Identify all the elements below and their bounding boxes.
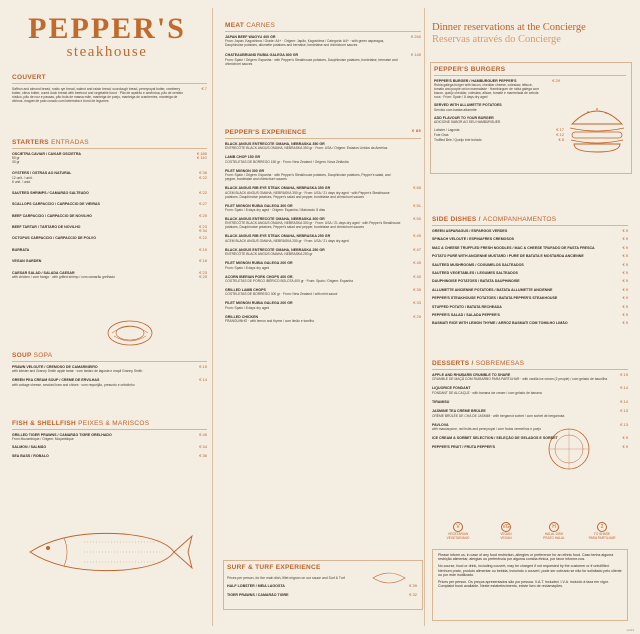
experience-list xyxy=(225,142,421,323)
soup-section xyxy=(12,352,207,392)
item-name: PEPPER'S SALAD / SALADA PEPPER'S xyxy=(432,313,500,318)
experience-section xyxy=(225,129,421,328)
addon-price: € 12 xyxy=(556,132,564,138)
diet-legend-item xyxy=(436,522,480,541)
reservations-pt: Reservas através do Concierge xyxy=(432,34,561,45)
addon-label: Lobster / Lagosta xyxy=(434,128,460,133)
soup-title: SOUP SOPA xyxy=(12,352,207,362)
item-name: SAUTÉED VEGETABLES / LEGUMES SALTEADOS xyxy=(432,271,518,276)
item-name: OYSTERS / OSTRAS AO NATURAL xyxy=(12,171,72,176)
oyster-illustration xyxy=(104,318,156,348)
item-name: MAC & CHEESE TRUFFLED FRESH NOODLES / MAC & CHEESE TRUFADO DE PASTA FRESCA xyxy=(432,245,595,250)
menu-item xyxy=(432,288,628,292)
brand-tagline: steakhouse xyxy=(66,44,148,60)
meat-list xyxy=(225,35,421,66)
item-price: € 14 xyxy=(620,398,628,404)
reservations-en: Dinner reservations at the Concierge xyxy=(432,22,586,33)
menu-item xyxy=(225,217,421,229)
meat-title: MEAT CARNES xyxy=(225,22,421,32)
item-price: € 29 xyxy=(413,313,421,319)
item-price: € 145 xyxy=(410,52,421,58)
addon-row xyxy=(434,138,564,142)
item-price: € 9 xyxy=(622,435,628,441)
item-name: OSCIETRA CAVIAR / CAVIAR OSCIETRA xyxy=(12,152,82,156)
item-desc: ENTRECÔTE BLACK ANGUS OMAHA, NEBRASKA 350 gr · From: USA / Origem: Estados Unidos da América xyxy=(225,146,388,151)
item-price: € 50 xyxy=(413,216,421,222)
page-number: v2/24 xyxy=(626,628,634,632)
item-name: CAESAR SALAD / SALADA CAESAR xyxy=(12,270,75,275)
item-name: DAUPHINOISE POTATOES / BATATA DAUPHINOISE xyxy=(432,279,520,284)
item-desc: ADICIONE SABOR AO SEU HAMBÚRGUER xyxy=(434,120,501,125)
diet-legend-item xyxy=(580,522,624,541)
couvert-section xyxy=(12,74,207,108)
diet-legend xyxy=(436,522,626,540)
diet-icon: VG xyxy=(502,524,510,530)
menu-item xyxy=(225,248,421,256)
item-name: SERVED WITH ALLUMETTE POTATOES xyxy=(434,103,502,108)
item-name: BLACK ANGUS ENTRECOTE OMAHA, NEBRASKA 250 GR xyxy=(225,247,325,252)
burgers-list xyxy=(434,79,560,124)
menu-item xyxy=(225,186,421,198)
column-left xyxy=(6,0,209,634)
diet-sublabel: VEGAN xyxy=(500,535,512,540)
item-desc: ENTRECÔTE BLACK ANGUS OMAHA, NEBRASKA 250 gr xyxy=(225,252,313,257)
starters-section xyxy=(12,139,207,286)
item-name: STUFFED POTATO / BATATA RECHEADA xyxy=(432,304,502,309)
item-price: € 9 xyxy=(622,295,628,301)
reservations-banner xyxy=(432,22,632,46)
info-charges: No course, food or drink, including couvert, may be charged if not requested by the customer or if unfulfilled. Nenhum prato, produto alimentar ou bebida, incluindo o couvert, pode ser cobrado se não for solicitado pelo cliente ou por este inutilizado. xyxy=(438,564,622,577)
item-price: € 25 xyxy=(199,212,207,218)
starters-title: STARTERS ENTRADAS xyxy=(12,139,207,149)
info-prices: Prices per person. Os preços apresentados são por pessoa. V.A.T. included. I.V.A. incluído à taxa em vigor. Complaint book available. Neste estabelecimento, existe livro de reclamações. xyxy=(438,580,609,589)
menu-item xyxy=(227,593,417,597)
desserts-list xyxy=(432,373,628,450)
item-line: 30 gr xyxy=(12,160,20,165)
menu-item xyxy=(432,321,628,325)
menu-item xyxy=(12,191,207,195)
item-name: ACORN IBERIAN PORK CHOPS 400 GR. xyxy=(225,274,294,279)
item-name: POTATO PURÉ WITH ANCIENNE MUSTARD / PURÉ DE BATATA E MOSTARDA ANCIENNE xyxy=(432,254,584,259)
burgers-title: PEPPER'S BURGERS xyxy=(434,66,626,76)
item-name: GRILLED CHICKEN xyxy=(225,314,259,319)
item-price: € 13 xyxy=(620,408,628,414)
item-desc: Servido com batata allumette xyxy=(434,107,477,112)
addon-label: Truffled Brie / Queijo brie trufado xyxy=(434,138,482,143)
diet-legend-item xyxy=(532,522,576,541)
item-price: € 23 € 34 xyxy=(199,224,207,234)
diet-sublabel: VEGETARIANO xyxy=(446,535,470,540)
item-name: SCALLOPS CARPACCIO / CARPACCIO DE VIEIRAS xyxy=(12,202,100,207)
item-desc: CRÈME BRÛLÉE DE CHÁ DE JASMIM · with bergamot sorbet / com sorbet de bergamota xyxy=(432,413,565,418)
item-desc: From: Spain / 8 days dry aged · Origem: Espanha / Maturado: 8 dias xyxy=(225,208,326,213)
item-name: SEA BASS / ROBALO xyxy=(12,453,49,458)
info-box xyxy=(432,549,628,621)
menu-item xyxy=(225,53,421,65)
menu-item xyxy=(432,279,628,283)
menu-item xyxy=(225,234,421,242)
item-price: € 32 xyxy=(409,591,417,597)
item-name: GREEN PEA CREAM SOUP / CREME DE ERVILHAS xyxy=(12,378,100,383)
item-price: € 9 xyxy=(622,312,628,318)
couvert-title: COUVERT xyxy=(12,74,207,84)
menu-item xyxy=(225,155,421,163)
item-price: € 15 xyxy=(199,364,207,369)
menu-item xyxy=(12,202,207,206)
item-price: € 19 xyxy=(620,372,628,377)
item-desc: with chicken / com frango · with grilled shrimp / com camarão grelhado xyxy=(12,275,115,280)
menu-item xyxy=(432,423,628,431)
menu-item xyxy=(225,261,421,269)
item-price: € 36 € 22 xyxy=(199,170,207,180)
item-name: SAUTÉED MUSHROOMS / COGUMELOS SALTEADOS xyxy=(432,262,524,267)
menu-item xyxy=(432,305,628,309)
item-line: 50 gr xyxy=(12,156,20,161)
fish-list xyxy=(12,433,207,458)
item-price: € 9 xyxy=(622,278,628,284)
item-desc: From: Japan, Kagoshima / Grade: A4+ · Origem: Japão, Kagoshima / Categoria: A4+ · with green asparagus, Dauphinoise potatoes, allumette potatoes and bernaise, bordelaise and chimichurri sauces xyxy=(225,39,385,48)
item-name: FILET MIGNON RUBIA GALEGA 300 GR xyxy=(225,203,293,208)
item-name: SAUTÉED SHRIMPS / CAMARÃO SALTEADO xyxy=(12,190,89,195)
menu-item xyxy=(432,254,628,258)
item-desc: From: Spain / 8 days dry aged xyxy=(225,265,270,270)
item-name: FILET MIGNON 300 GR xyxy=(225,168,265,173)
item-price: € 9 xyxy=(622,320,628,326)
desserts-section xyxy=(432,360,628,455)
item-price: € 29 xyxy=(552,78,560,83)
brand-name: PEPPER'S xyxy=(28,12,186,45)
menu-item xyxy=(432,237,628,241)
couvert-desc: Saffron and almond bread, rustic rye bread, walnut and raisin bread, sourdough bread, pennyroyal butter, cranberry butter, citrus butter, cured duck breast with beetroot and vegetable bond · Pão de açafrão e amêndoa, pão de centeio rústico, pão de noz e passas, pão bola de massa mãe, manteiga de poejo, manteiga de cranberries, manteiga de citrinos, magret de pato curado com beterraba e bond de legumes xyxy=(12,87,184,103)
menu-item xyxy=(434,116,560,124)
menu-item xyxy=(225,288,421,296)
menu-item xyxy=(225,169,421,181)
column-divider xyxy=(212,8,213,626)
menu-item xyxy=(225,315,421,323)
item-price: € 9 xyxy=(622,444,628,450)
item-price: € 22 xyxy=(199,235,207,241)
item-desc: From Mozambique / Origem: Moçambique xyxy=(12,437,74,442)
menu-item xyxy=(225,275,421,283)
item-desc: COSTELETAS DE BORREGO 150 gr · From: New Zealand / Origem: Nova Zelândia xyxy=(225,159,349,164)
tart-illustration xyxy=(544,424,594,474)
lobster-illustration xyxy=(369,566,409,588)
item-name: BLACK ANGUS RIB EYE STEAK OMAHA, NEBRASKA 250 GR xyxy=(225,234,331,239)
diet-label: VEGETARIAN xyxy=(447,532,469,536)
item-price: € 13 xyxy=(620,421,628,427)
item-price: € 9 xyxy=(622,236,628,242)
item-name: TIGER PRAWNS / CAMARÃO TIGRE xyxy=(227,592,289,597)
item-price: € 23 € 25 xyxy=(199,269,207,280)
item-desc: CRUMBLE DE MAÇÃ COM RUIBARBO PARA PARTILHAR · with vanilla ice cream (2 people) / com gelado de baunilha xyxy=(432,377,608,382)
item-price: € 14 xyxy=(199,377,207,383)
item-price: € 9 xyxy=(622,286,628,292)
burger-illustration xyxy=(566,100,628,156)
sides-section xyxy=(432,216,628,330)
item-name: ICE CREAM & SORBET SELECTION / SELEÇÃO DE GELADOS E SORBET xyxy=(432,436,558,441)
item-price: € 19 xyxy=(199,246,207,252)
item-price: € 9 xyxy=(622,270,628,276)
item-name: GREEN ASPARAGUS / ESPARGOS VERDES xyxy=(432,229,508,233)
item-name: ALLUMETTE ANCIENNE POTATOES / BATATA ALLUMETTE ANCIENNE xyxy=(432,287,553,292)
item-name: PRAWN VELOUTÉ / CREMOSO DE CAMARINEIRO xyxy=(12,365,98,369)
item-desc: From: Spain / Origem: Espanha · with Pepper's Steakhouse potatoes, Dauphinoise potatoes, bordelaise, bernaise and chimichurri sauces xyxy=(225,57,398,66)
item-price: € 35 xyxy=(413,287,421,293)
menu-item xyxy=(12,433,207,441)
surf-turf-note: Prices per person, for the main dish, fillet mignon on our sauce and Surf & Turf xyxy=(227,576,345,580)
item-desc: COSTELETAS DE PORCO IBÉRICO BOLOTA 400 gr · From: Spain / Origem: Espanha xyxy=(225,279,353,284)
item-name: JAPAN BEEF WAGYU 400 GR xyxy=(225,35,276,39)
item-desc: ACEM BLACK ANGUS OMAHA, NEBRASKA 350 gr · From: USA / 21 days dry aged · with Pepper's Steakhouse potatoes, Dauphinoise potatoes, Pepper's salad and pepper, bordelaise and chimichurri sauces xyxy=(225,190,390,199)
item-name: VEGAN GARDEN xyxy=(12,259,42,264)
addon-price: € 8 xyxy=(558,137,564,143)
salmon-illustration xyxy=(24,524,194,580)
item-price: € 47 xyxy=(413,246,421,252)
menu-item xyxy=(12,152,207,164)
item-name: LAMB CHOP 150 GR xyxy=(225,155,261,160)
item-price: € 65 xyxy=(413,185,421,191)
item-name: BURRATA xyxy=(12,247,30,252)
menu-item xyxy=(432,436,628,440)
item-name: TIRAMISU xyxy=(432,399,450,404)
item-name: BLACK ANGUS ENTRECOTE OMAHA, NEBRASKA 300 GR xyxy=(225,217,325,222)
menu-item xyxy=(12,365,207,373)
item-price: € 9 xyxy=(622,303,628,309)
menu-item xyxy=(434,103,560,111)
experience-title: PEPPER'S EXPERIENCE € 89 xyxy=(225,129,421,139)
item-name: BLACK ANGUS ENTRECOTE OMAHA, NEBRASKA 350 GR xyxy=(225,142,325,146)
menu-item xyxy=(432,445,628,449)
item-desc: COSTELETAS DE BORREGO 300 gr · From: New Zealand / with mint sauce xyxy=(225,292,338,297)
item-price: € 9 xyxy=(622,253,628,259)
item-name: BASMATI RICE WITH LEMON THYME / ARROZ BASMATI COM TOMILHO LIMÃO xyxy=(432,321,568,326)
addon-row xyxy=(434,128,564,132)
item-price: € 27 xyxy=(199,201,207,207)
diet-label: TO SHARE xyxy=(593,532,611,536)
couvert-item xyxy=(12,87,207,103)
item-name: JASMINE TEA CRÈME BRÛLÉE xyxy=(432,409,486,414)
desserts-title: DESSERTS / SOBREMESAS xyxy=(432,360,628,370)
item-price: € 36 xyxy=(199,452,207,458)
item-name: BLACK ANGUS RIB EYE STEAK OMAHA, NEBRASKA 350 GR xyxy=(225,186,331,191)
item-desc: with mascarpone, red fruits and pennyroyal / com frutos vermelhos e poejo xyxy=(432,427,542,432)
menu-item xyxy=(12,248,207,252)
item-desc: ACEM BLACK ANGUS OMAHA, NEBRASKA 250 gr · From: USA / 21 days dry aged xyxy=(225,238,349,243)
diet-icon: 2 xyxy=(597,522,607,532)
menu-item xyxy=(12,214,207,218)
item-name: APPLE AND RHUBARB CRUMBLE TO SHARE xyxy=(432,373,511,377)
item-name: CHATEAUBRIAND RUBIA GALEGA 800 GR xyxy=(225,53,299,58)
item-desc: From: Spain / Origem: Espanha · with Pepper's Steakhouse potatoes, Dauphinoise potatoes, Pepper's salad, and pepper, bordelaise and chimichurri sauces xyxy=(225,173,391,182)
item-price: € 9 xyxy=(622,244,628,250)
menu-item xyxy=(225,301,421,309)
diet-legend-item xyxy=(484,522,528,541)
item-name: SPINACH VELOUTÉ / ESPINAFRES CREMOSOS xyxy=(432,237,515,242)
item-name: PEPPER'S BURGER / HAMBURGUER PEPPER'S xyxy=(434,79,517,83)
menu-item xyxy=(12,454,207,458)
item-name: ADD FLAVOUR TO YOUR BURGER xyxy=(434,115,494,120)
item-price: € 18 xyxy=(199,258,207,264)
addon-price: € 17 xyxy=(556,127,564,133)
item-desc: FRANGUINHO · with lemon and thyme / com limão e tomilho xyxy=(225,319,315,324)
menu-item xyxy=(432,409,628,417)
column-middle xyxy=(219,0,423,634)
menu-item xyxy=(225,204,421,212)
menu-item xyxy=(225,35,421,47)
item-price: € 14 xyxy=(620,385,628,391)
menu-item xyxy=(12,171,207,183)
couvert-price: € 7 xyxy=(201,86,207,91)
item-price: € 34 xyxy=(199,444,207,450)
brand-logo xyxy=(12,14,202,60)
item-price: € 9 xyxy=(622,228,628,233)
menu-item xyxy=(12,259,207,263)
item-desc: with cottage cheese, smoked ham and chives · com requeijão, presunto e cebolinho xyxy=(12,382,135,387)
item-name: OCTOPUS CARPACCIO / CARPACCIO DE POLVO xyxy=(12,236,96,241)
menu-item xyxy=(432,313,628,317)
menu-item xyxy=(12,271,207,279)
column-divider xyxy=(424,8,425,626)
experience-price: € 89 xyxy=(412,128,421,133)
item-desc: with lobster and Granny Smith apple tartar · com tártaro de lagosta e maçã Granny Smith xyxy=(12,369,143,374)
item-name: GRILLED LAMB CHOPS xyxy=(225,288,266,293)
starters-list xyxy=(12,152,207,279)
item-price: € 240 xyxy=(410,34,421,39)
item-name: PEPPER'S STEAKHOUSE POTATOES / BATATA PEPPER'S STEAKHOUSE xyxy=(432,296,558,301)
item-line: 12 unit. / unid. xyxy=(12,175,33,180)
item-name: GRILLED TIGER PRAWNS / CAMARÃO TIGRE GRELHADO xyxy=(12,433,112,437)
menu-item xyxy=(225,142,421,150)
menu-item xyxy=(432,271,628,275)
fish-title: FISH & SHELLFISH PEIXES & MARISCOS xyxy=(12,420,207,430)
item-price: € 39 xyxy=(409,583,417,589)
meat-section xyxy=(225,22,421,72)
diet-icon: V xyxy=(453,522,463,532)
info-allergies: Please inform us, in case of any food restriction, allergies or preference for an ethnic food. Caso tenha alguma restrição alimentar, alergias ou preferência por alguma comida étnica, por favor informe-nos. xyxy=(438,553,614,562)
addon-label: Foie Gras xyxy=(434,133,449,138)
diet-sublabel: PARA PARTILHAR xyxy=(588,535,616,540)
menu-item xyxy=(432,246,628,250)
item-name: HALF LOBSTER / MEIA LAGOSTA xyxy=(227,584,285,589)
item-name: FILET MIGNON RUBIA GALEGA 200 GR xyxy=(225,301,293,306)
diet-icon: H xyxy=(549,522,559,532)
item-name: SALMON / SALMÃO xyxy=(12,445,47,450)
menu-item xyxy=(12,378,207,386)
menu-item xyxy=(432,263,628,267)
menu-item xyxy=(432,296,628,300)
item-name: BEEF TARTAR / TÁRTARO DE NOVILHO xyxy=(12,225,81,230)
item-price: € 45 xyxy=(199,432,207,437)
item-price: € 180 € 110 xyxy=(196,151,207,161)
item-price: € 22 xyxy=(199,189,207,195)
item-price: € 49 xyxy=(413,233,421,239)
item-line: 6 unit. / unid. xyxy=(12,179,31,184)
diet-label: VEGAN xyxy=(500,532,512,536)
diet-label: HALAL DISH xyxy=(544,532,564,536)
item-desc: ENTRECÔTE BLACK ANGUS OMAHA, NEBRASKA 300 gr · From: USA / 21 days dry aged · with Pepper's Steakhouse potatoes, Dauphinoise potatoes, Pepper's salad and pepper, bordelaise and chimichurri sauces xyxy=(225,221,401,230)
sides-title: SIDE DISHES / ACOMPANHAMENTOS xyxy=(432,216,628,226)
item-name: LIQUORICE FONDANT xyxy=(432,386,471,391)
menu-item xyxy=(434,79,560,99)
soup-list xyxy=(12,365,207,387)
item-price: € 33 xyxy=(413,300,421,306)
menu-item xyxy=(12,224,207,234)
item-price: € 40 xyxy=(413,273,421,279)
item-desc: Rubia galega burger with bacon, cheddar cheese, coleslaw, lettuce, tomato and purple onion marmalade · Hambúrguer de rubia galega com bacon, queijo cheddar, coleslaw, alface, tomate e marmelada de cebola roxa · From: Spain / 8 days dry aged xyxy=(434,83,540,100)
menu-item xyxy=(12,445,207,449)
surf-turf-title: SURF & TURF EXPERIENCE xyxy=(227,564,321,571)
diet-sublabel: PRATO HALAL xyxy=(543,535,565,540)
item-name: PEPPER'S FRUIT / FRUTA PEPPER'S xyxy=(432,445,496,450)
item-name: FILET MIGNON RUBIA GALEGA 200 GR xyxy=(225,261,293,266)
fish-section xyxy=(12,420,207,462)
addon-row xyxy=(434,133,564,137)
menu-item xyxy=(432,373,628,381)
menu-item xyxy=(432,229,628,233)
menu-item xyxy=(432,386,628,394)
item-desc: FONDANT DE ALCAÇUZ · with banana ice cream / com gelado de banana xyxy=(432,390,542,395)
item-price: € 45 xyxy=(413,260,421,266)
sides-list xyxy=(432,229,628,326)
menu-item xyxy=(432,400,628,404)
item-price: € 51 xyxy=(413,202,421,208)
item-name: BEEF CARPACCIO / CARPACCIO DE NOVILHO xyxy=(12,213,92,218)
item-name: PAVLOVA xyxy=(432,422,449,427)
item-price: € 9 xyxy=(622,261,628,267)
item-desc: From: Spain / 8 days dry aged xyxy=(225,305,270,310)
menu-item xyxy=(12,236,207,240)
